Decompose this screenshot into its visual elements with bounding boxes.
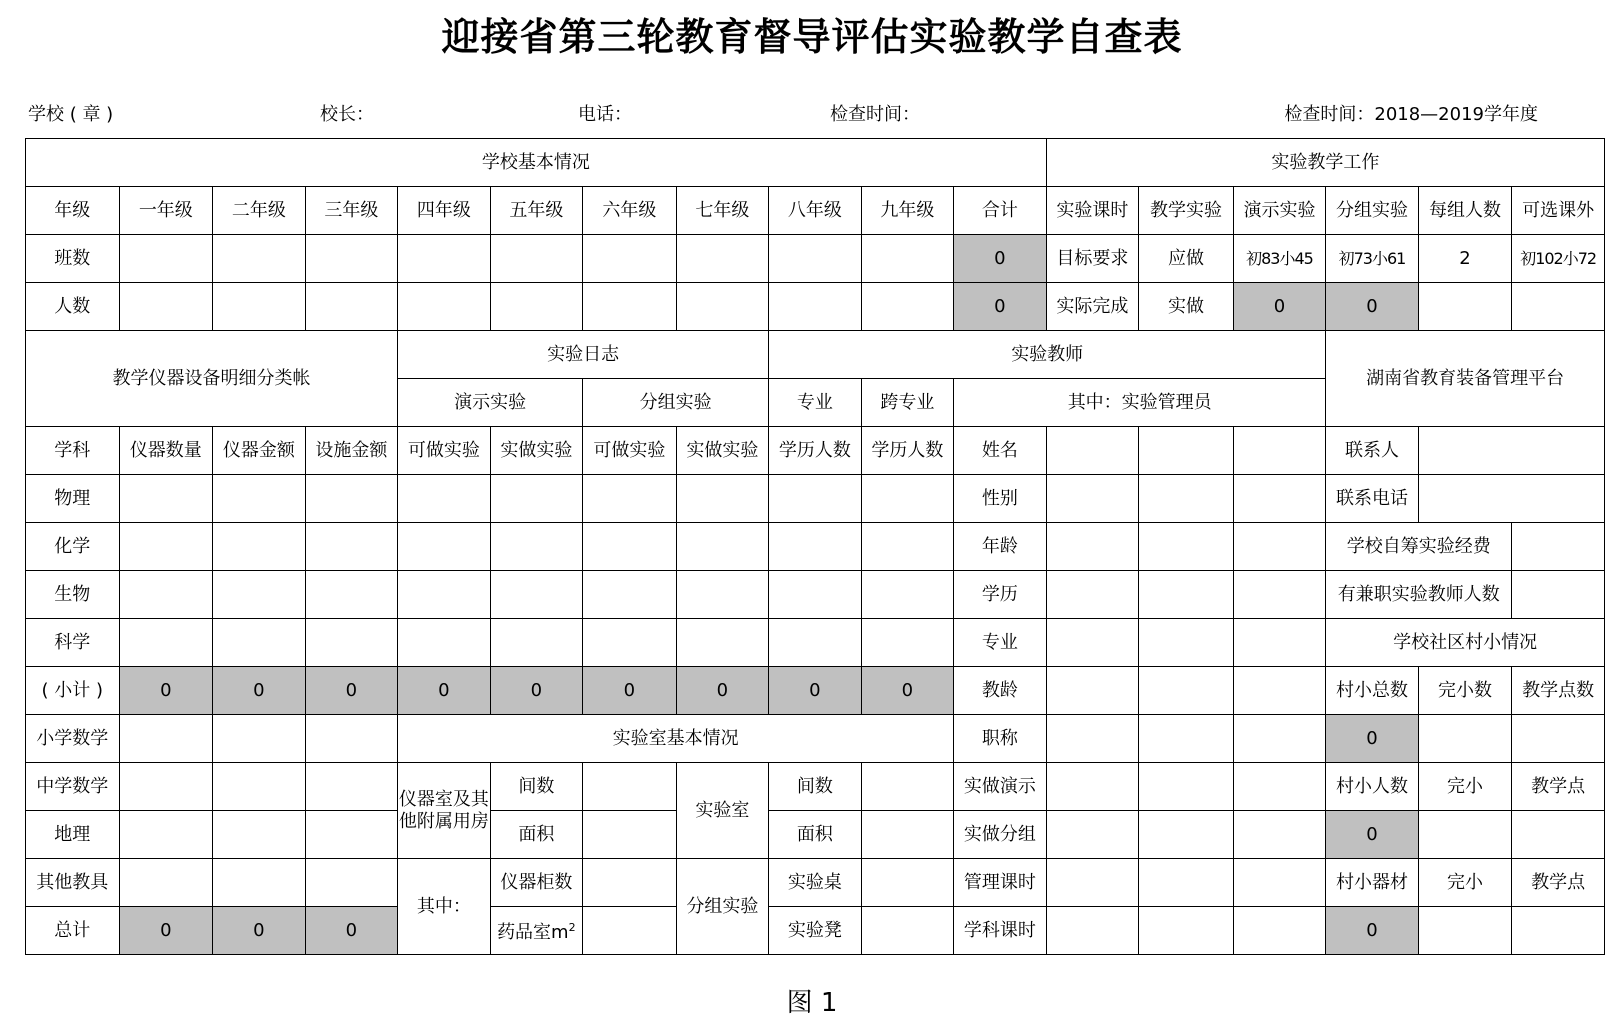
admin-row-label: 年龄 (954, 523, 1047, 571)
input-cell[interactable] (305, 619, 398, 667)
admin-row-label: 职称 (954, 715, 1047, 763)
input-cell[interactable] (1418, 475, 1604, 523)
subject-label: 生物 (26, 571, 120, 619)
input-cell[interactable] (861, 235, 954, 283)
subject-label: 其他教具 (26, 859, 120, 907)
ledger-header: 学科 (26, 427, 120, 475)
target-cell: 应做 (1139, 235, 1234, 283)
admin-row-label: 学历 (954, 571, 1047, 619)
input-cell[interactable] (1139, 907, 1234, 955)
platform-value: 0 (1326, 715, 1419, 763)
admin-row-label: 性别 (954, 475, 1047, 523)
input-cell[interactable] (1046, 715, 1139, 763)
input-cell[interactable] (119, 571, 213, 619)
input-cell[interactable] (769, 475, 862, 523)
input-cell[interactable] (119, 811, 213, 859)
demo-exp-header: 演示实验 (398, 379, 583, 427)
input-cell[interactable] (490, 235, 583, 283)
subtotal-value: 0 (305, 667, 398, 715)
input-cell[interactable] (1046, 667, 1139, 715)
admin-row-label: 实做演示 (954, 763, 1047, 811)
subject-label: 科学 (26, 619, 120, 667)
input-cell[interactable] (213, 811, 306, 859)
subtotal-value: 0 (213, 667, 306, 715)
input-cell[interactable] (213, 571, 306, 619)
target-label: 目标要求 (1046, 235, 1139, 283)
input-cell[interactable] (1139, 859, 1234, 907)
input-cell[interactable] (490, 523, 583, 571)
section-equip-ledger: 教学仪器设备明细分类帐 (26, 331, 398, 427)
input-cell[interactable] (1139, 475, 1234, 523)
input-cell[interactable] (398, 523, 491, 571)
input-cell[interactable] (119, 475, 213, 523)
input-cell[interactable] (1139, 763, 1234, 811)
input-cell[interactable] (676, 475, 769, 523)
subtotal-label: ( 小计 ) (26, 667, 120, 715)
lab-rooms-label: 间数 (769, 763, 862, 811)
input-cell[interactable] (861, 475, 954, 523)
desks-label: 实验桌 (769, 859, 862, 907)
principal-label: 校长： (320, 104, 374, 125)
input-cell[interactable] (119, 283, 213, 331)
section-exp-work: 实验教学工作 (1046, 139, 1604, 187)
input-cell[interactable] (1418, 283, 1512, 331)
input-cell[interactable] (676, 571, 769, 619)
input-cell[interactable] (583, 283, 677, 331)
input-cell[interactable] (769, 523, 862, 571)
input-cell[interactable] (861, 907, 954, 955)
input-cell[interactable] (305, 811, 398, 859)
input-cell[interactable] (676, 619, 769, 667)
input-cell[interactable] (1046, 859, 1139, 907)
actual-value: 0 (1233, 283, 1326, 331)
admin-row-label: 姓名 (954, 427, 1047, 475)
input-cell[interactable] (1139, 811, 1234, 859)
phone-label: 电话： (578, 104, 632, 125)
input-cell[interactable] (490, 619, 583, 667)
group-exp-header: 分组实验 (583, 379, 769, 427)
platform-label: 完小 (1418, 763, 1512, 811)
input-cell[interactable] (119, 619, 213, 667)
school-seal-label: 学校 ( 章 ) (28, 104, 114, 125)
input-cell[interactable] (213, 619, 306, 667)
major-header: 专业 (769, 379, 862, 427)
work-header: 可选课外 (1512, 187, 1605, 235)
input-cell[interactable] (213, 523, 306, 571)
input-cell[interactable] (769, 235, 862, 283)
chem-room-label (490, 907, 583, 955)
input-cell[interactable] (119, 715, 213, 763)
grand-total-label: 总计 (26, 907, 120, 955)
input-cell[interactable] (1233, 619, 1326, 667)
input-cell[interactable] (1046, 571, 1139, 619)
class-count-label: 班数 (26, 235, 120, 283)
student-count-label: 人数 (26, 283, 120, 331)
input-cell[interactable] (1046, 427, 1139, 475)
input-cell[interactable] (583, 811, 677, 859)
subject-label: 化学 (26, 523, 120, 571)
target-cell: 初83小45 (1233, 235, 1326, 283)
input-cell[interactable] (861, 859, 954, 907)
input-cell[interactable] (1046, 907, 1139, 955)
input-cell[interactable] (1139, 619, 1234, 667)
input-cell[interactable] (398, 283, 491, 331)
input-cell[interactable] (1233, 763, 1326, 811)
input-cell[interactable] (1233, 859, 1326, 907)
input-cell[interactable] (305, 475, 398, 523)
grand-total-value: 0 (119, 907, 213, 955)
admin-row-label: 专业 (954, 619, 1047, 667)
subtotal-value: 0 (583, 667, 677, 715)
grade-header: 三年级 (305, 187, 398, 235)
input-cell[interactable] (861, 571, 954, 619)
of-which-label: 其中： (398, 859, 491, 955)
section-exp-teacher: 实验教师 (769, 331, 1326, 379)
input-cell[interactable] (119, 235, 213, 283)
input-cell[interactable] (1512, 811, 1605, 859)
input-cell[interactable] (490, 283, 583, 331)
input-cell[interactable] (119, 523, 213, 571)
platform-label: 村小总数 (1326, 667, 1419, 715)
lab-room-label: 实验室 (676, 763, 769, 859)
total-header: 合计 (954, 187, 1047, 235)
input-cell[interactable] (398, 571, 491, 619)
subject-label: 中学数学 (26, 763, 120, 811)
platform-value: 0 (1326, 907, 1419, 955)
input-cell[interactable] (861, 811, 954, 859)
input-cell[interactable] (305, 283, 398, 331)
input-cell[interactable] (1046, 523, 1139, 571)
ledger-header: 学历人数 (861, 427, 954, 475)
input-cell[interactable] (1512, 715, 1605, 763)
platform-label: 教学点 (1512, 763, 1605, 811)
grade-label: 年级 (26, 187, 120, 235)
chem-room-text: 药品室m (497, 922, 569, 943)
input-cell[interactable] (398, 619, 491, 667)
work-header: 实验课时 (1046, 187, 1139, 235)
grade-header: 八年级 (769, 187, 862, 235)
subject-label: 物理 (26, 475, 120, 523)
platform-label: 联系电话 (1326, 475, 1419, 523)
input-cell[interactable] (861, 619, 954, 667)
lab-area-label: 面积 (490, 811, 583, 859)
input-cell[interactable] (1418, 715, 1512, 763)
platform-label: 村小人数 (1326, 763, 1419, 811)
platform-label: 完小数 (1418, 667, 1512, 715)
instrument-room-label: 仪器室及其他附属用房 (398, 763, 491, 859)
input-cell[interactable] (583, 571, 677, 619)
subject-label: 地理 (26, 811, 120, 859)
input-cell[interactable] (305, 235, 398, 283)
input-cell[interactable] (861, 283, 954, 331)
input-cell[interactable] (769, 283, 862, 331)
input-cell[interactable] (490, 571, 583, 619)
grade-header: 七年级 (676, 187, 769, 235)
input-cell[interactable] (305, 571, 398, 619)
platform-label: 联系人 (1326, 427, 1419, 475)
check-period-label: 检查时间：2018—2019学年度 (1284, 104, 1538, 125)
input-cell[interactable] (119, 859, 213, 907)
grade-header: 六年级 (583, 187, 677, 235)
section-school-basic: 学校基本情况 (26, 139, 1047, 187)
grand-total-value: 0 (305, 907, 398, 955)
input-cell[interactable] (1139, 523, 1234, 571)
chem-room-sup: 2 (568, 921, 576, 934)
input-cell[interactable] (213, 475, 306, 523)
platform-label: 教学点数 (1512, 667, 1605, 715)
input-cell[interactable] (398, 475, 491, 523)
input-cell[interactable] (1233, 667, 1326, 715)
input-cell[interactable] (583, 475, 677, 523)
student-total-value: 0 (954, 283, 1047, 331)
input-cell[interactable] (305, 859, 398, 907)
input-cell[interactable] (1046, 475, 1139, 523)
input-cell[interactable] (861, 763, 954, 811)
ledger-header: 学历人数 (769, 427, 862, 475)
platform-label: 村小器材 (1326, 859, 1419, 907)
platform-label: 学校自筹实验经费 (1326, 523, 1512, 571)
target-cell: 初102小72 (1512, 235, 1605, 283)
input-cell[interactable] (769, 619, 862, 667)
ledger-header: 可做实验 (583, 427, 677, 475)
subtotal-value: 0 (769, 667, 862, 715)
input-cell[interactable] (1233, 571, 1326, 619)
input-cell[interactable] (1046, 811, 1139, 859)
actual-label: 实际完成 (1046, 283, 1139, 331)
self-check-table (25, 138, 1605, 955)
input-cell[interactable] (583, 859, 677, 907)
input-cell[interactable] (1512, 907, 1605, 955)
input-cell[interactable] (305, 763, 398, 811)
cross-major-header: 跨专业 (861, 379, 954, 427)
ledger-header: 实做实验 (676, 427, 769, 475)
platform-value: 0 (1326, 811, 1419, 859)
section-hunan-platform: 湖南省教育装备管理平台 (1326, 331, 1605, 427)
subtotal-value: 0 (490, 667, 583, 715)
ledger-header: 仪器金额 (213, 427, 306, 475)
ledger-header: 可做实验 (398, 427, 491, 475)
platform-label: 有兼职实验教师人数 (1326, 571, 1512, 619)
input-cell[interactable] (398, 235, 491, 283)
cabinets-label: 仪器柜数 (490, 859, 583, 907)
input-cell[interactable] (213, 235, 306, 283)
input-cell[interactable] (1139, 427, 1234, 475)
grand-total-value: 0 (213, 907, 306, 955)
input-cell[interactable] (213, 859, 306, 907)
input-cell[interactable] (1418, 811, 1512, 859)
grade-header: 九年级 (861, 187, 954, 235)
input-cell[interactable] (119, 763, 213, 811)
input-cell[interactable] (305, 715, 398, 763)
input-cell[interactable] (583, 523, 677, 571)
input-cell[interactable] (1139, 715, 1234, 763)
subtotal-value: 0 (119, 667, 213, 715)
subtotal-value: 0 (676, 667, 769, 715)
input-cell[interactable] (1512, 523, 1605, 571)
input-cell[interactable] (213, 763, 306, 811)
subtotal-value: 0 (398, 667, 491, 715)
admin-row-label: 管理课时 (954, 859, 1047, 907)
platform-label: 学校社区村小情况 (1326, 619, 1605, 667)
subject-label: 小学数学 (26, 715, 120, 763)
input-cell[interactable] (769, 571, 862, 619)
ledger-header: 仪器数量 (119, 427, 213, 475)
admin-row-label: 学科课时 (954, 907, 1047, 955)
work-header: 教学实验 (1139, 187, 1234, 235)
input-cell[interactable] (1512, 571, 1605, 619)
input-cell[interactable] (1139, 571, 1234, 619)
input-cell[interactable] (1233, 811, 1326, 859)
check-time-label: 检查时间： (830, 104, 920, 125)
actual-value: 0 (1326, 283, 1419, 331)
grade-header: 五年级 (490, 187, 583, 235)
stools-label: 实验凳 (769, 907, 862, 955)
ledger-header: 设施金额 (305, 427, 398, 475)
input-cell[interactable] (1512, 283, 1605, 331)
platform-label: 教学点 (1512, 859, 1605, 907)
section-lab-basic: 实验室基本情况 (398, 715, 954, 763)
input-cell[interactable] (1233, 715, 1326, 763)
input-cell[interactable] (583, 619, 677, 667)
target-cell: 初73小61 (1326, 235, 1419, 283)
input-cell[interactable] (1233, 523, 1326, 571)
grade-header: 二年级 (213, 187, 306, 235)
input-cell[interactable] (490, 475, 583, 523)
input-cell[interactable] (1418, 427, 1604, 475)
work-header: 每组人数 (1418, 187, 1512, 235)
input-cell[interactable] (583, 235, 677, 283)
admin-row-label: 实做分组 (954, 811, 1047, 859)
work-header: 演示实验 (1233, 187, 1326, 235)
figure-caption: 图 1 (786, 988, 838, 1018)
lab-area-label: 面积 (769, 811, 862, 859)
platform-label: 完小 (1418, 859, 1512, 907)
subtotal-value: 0 (861, 667, 954, 715)
input-cell[interactable] (1046, 763, 1139, 811)
work-header: 分组实验 (1326, 187, 1419, 235)
grade-header: 四年级 (398, 187, 491, 235)
admin-header: 其中：实验管理员 (954, 379, 1326, 427)
input-cell[interactable] (1233, 907, 1326, 955)
input-cell[interactable] (676, 235, 769, 283)
input-cell[interactable] (1233, 427, 1326, 475)
input-cell[interactable] (213, 715, 306, 763)
admin-row-label: 教龄 (954, 667, 1047, 715)
input-cell[interactable] (305, 523, 398, 571)
input-cell[interactable] (583, 763, 677, 811)
input-cell[interactable] (1139, 667, 1234, 715)
input-cell[interactable] (213, 283, 306, 331)
input-cell[interactable] (583, 907, 677, 955)
input-cell[interactable] (676, 283, 769, 331)
group-exp-lab-label: 分组实验 (676, 859, 769, 955)
input-cell[interactable] (676, 523, 769, 571)
ledger-header: 实做实验 (490, 427, 583, 475)
section-exp-log: 实验日志 (398, 331, 769, 379)
input-cell[interactable] (861, 523, 954, 571)
actual-cell: 实做 (1139, 283, 1234, 331)
input-cell[interactable] (1418, 907, 1512, 955)
target-cell: 2 (1418, 235, 1512, 283)
input-cell[interactable] (1233, 475, 1326, 523)
input-cell[interactable] (1046, 619, 1139, 667)
class-total-value: 0 (954, 235, 1047, 283)
lab-rooms-label: 间数 (490, 763, 583, 811)
grade-header: 一年级 (119, 187, 213, 235)
document-title: 迎接省第三轮教育督导评估实验教学自查表 (441, 15, 1183, 59)
